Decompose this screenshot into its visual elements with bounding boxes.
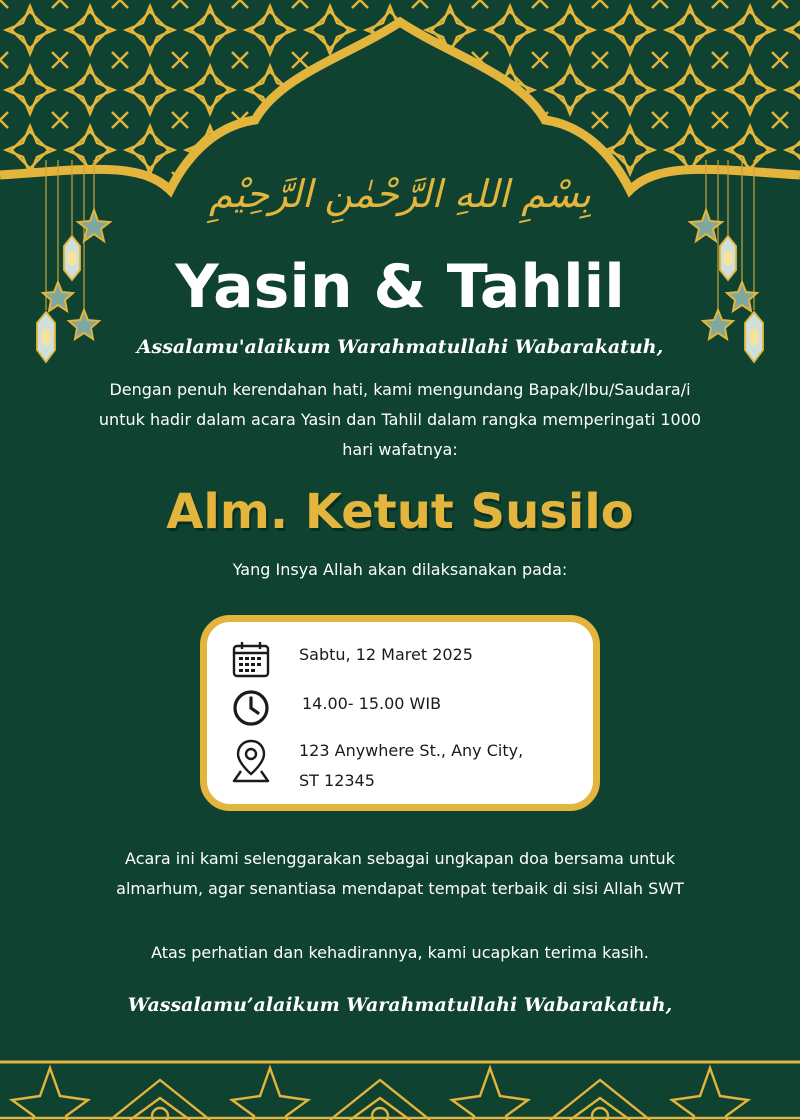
- opening-greeting: Assalamu'alaikum Warahmatullahi Wabarakatuh,: [136, 336, 664, 358]
- event-address-line2: ST 12345: [299, 771, 375, 790]
- event-details-card: [200, 615, 600, 811]
- event-date: Sabtu, 12 Maret 2025: [299, 645, 473, 664]
- event-lead-text: Yang Insya Allah akan dilaksanakan pada:: [232, 560, 568, 579]
- thanks-text: Atas perhatian dan kehadirannya, kami ucapkan terima kasih.: [151, 943, 649, 962]
- event-address-line1: 123 Anywhere St., Any City,: [299, 741, 524, 760]
- clock-icon: [231, 688, 271, 728]
- deceased-name: Alm. Ketut Susilo: [166, 484, 634, 540]
- page-title: Yasin & Tahlil: [175, 252, 625, 322]
- location-pin-icon: [231, 738, 271, 784]
- bismillah-calligraphy: بِسْمِ اللهِ الرَّحْمٰنِ الرَّحِيْمِ: [209, 172, 591, 216]
- calendar-icon: [231, 640, 271, 680]
- bottom-pattern-ornament: [0, 1040, 800, 1120]
- closing-greeting: Wassalamu’alaikum Warahmatullahi Wabarakatuh,: [127, 994, 673, 1016]
- invitation-intro: Dengan penuh kerendahan hati, kami mengundang Bapak/Ibu/Saudara/i untuk hadir dalam acara Yasin dan Tahlil dalam rangka memperingati 1000 hari wafatnya:: [98, 380, 702, 459]
- event-time: 14.00- 15.00 WIB: [302, 694, 442, 713]
- closing-prayer-text: Acara ini kami selenggarakan sebagai ungkapan doa bersama untuk almarhum, agar senantiasa mendapat tempat terbaik di sisi Allah SWT: [116, 849, 684, 898]
